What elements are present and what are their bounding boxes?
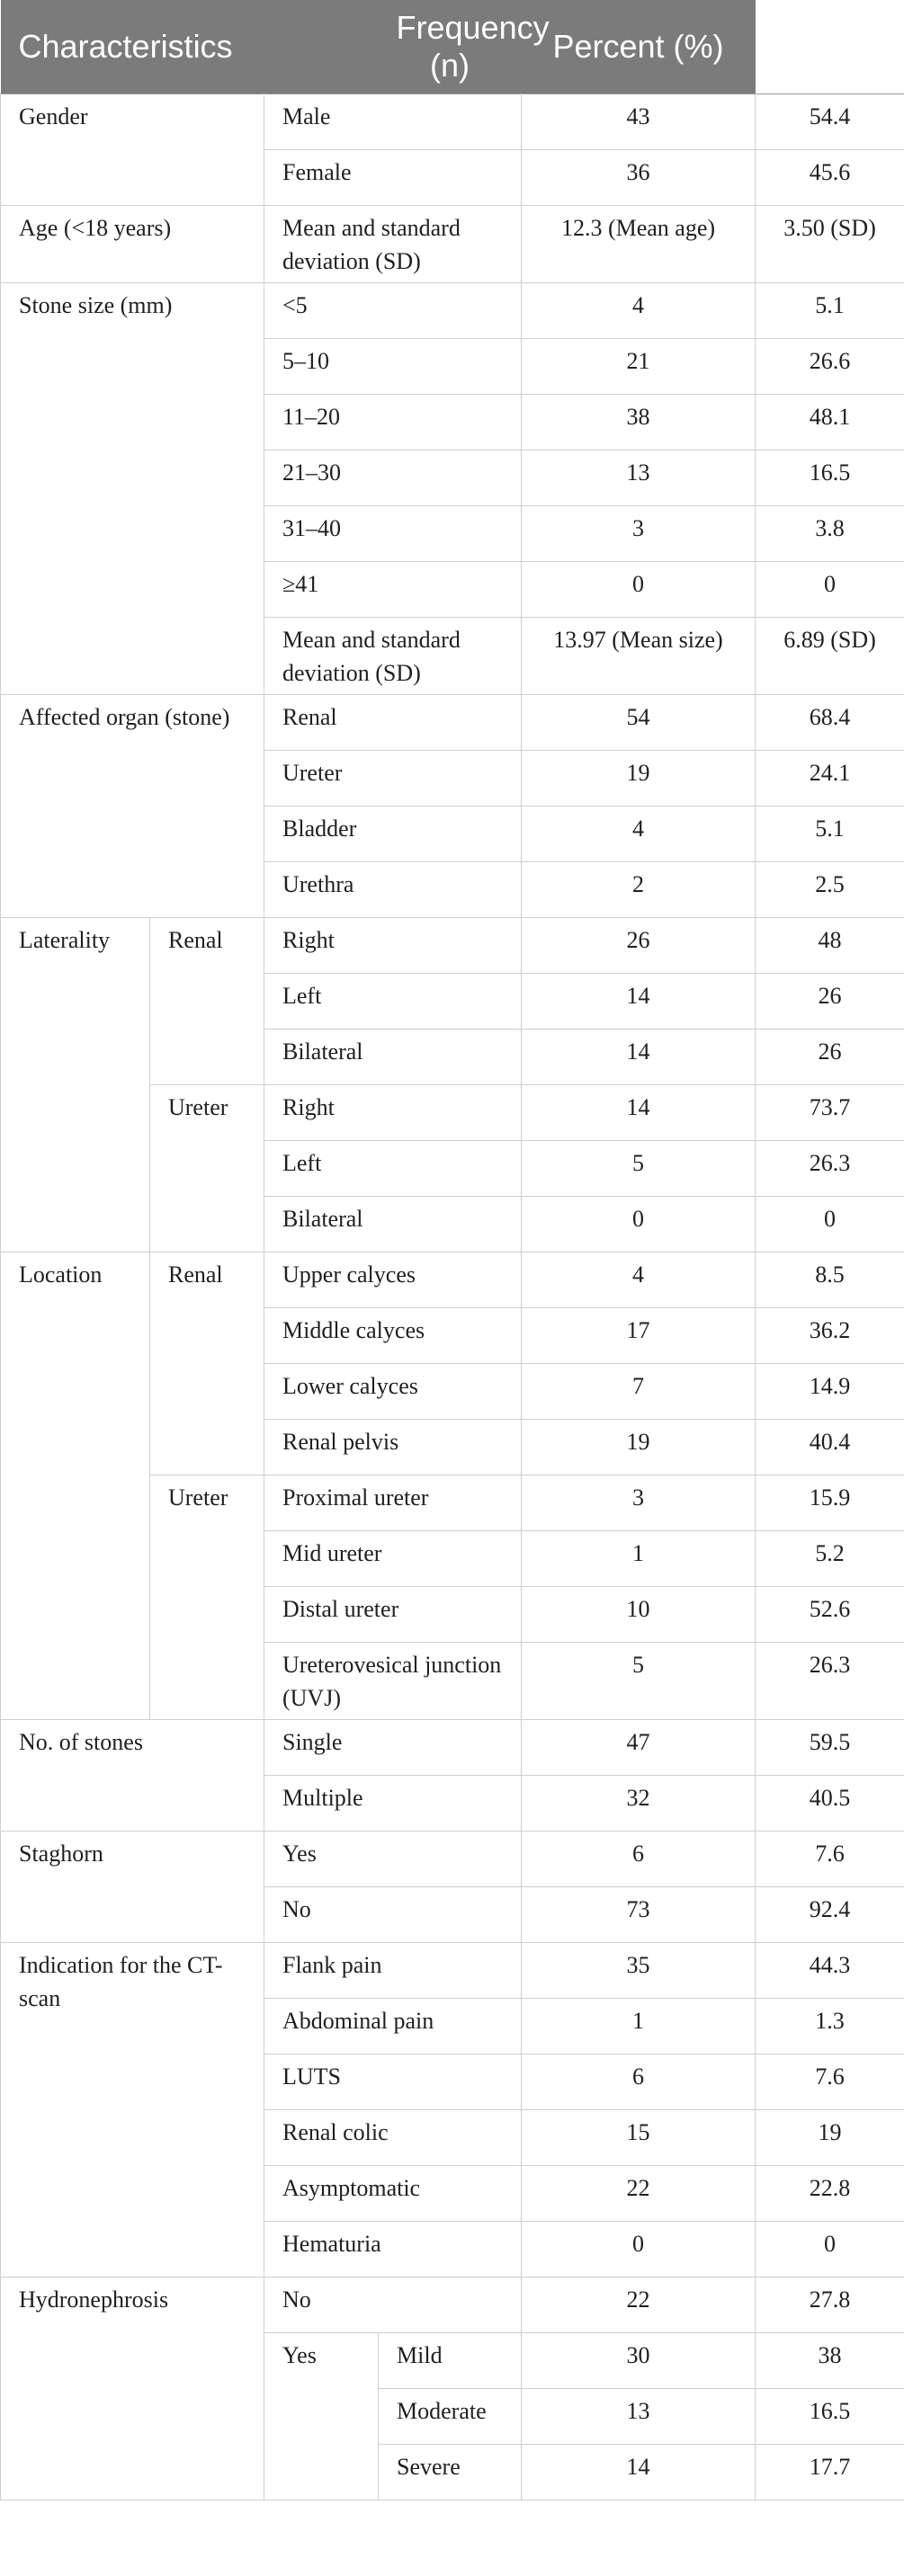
item-cell: Left: [264, 974, 522, 1030]
frequency-cell: 35: [522, 1943, 756, 1999]
item-cell: Yes: [264, 1832, 522, 1887]
frequency-cell: 43: [522, 94, 756, 150]
percent-cell: 27.8: [756, 2277, 904, 2333]
frequency-cell: 54: [522, 695, 756, 751]
table-row: [1, 1252, 904, 1308]
percent-cell: 14.9: [756, 1364, 904, 1420]
frequency-cell: 4: [522, 283, 756, 339]
frequency-cell: 12.3 (Mean age): [522, 206, 756, 283]
frequency-cell: 30: [522, 2333, 756, 2389]
frequency-cell: 36: [522, 150, 756, 206]
frequency-cell: 21: [522, 339, 756, 395]
category-cell: Indication for the CT-scan: [1, 1943, 264, 2277]
frequency-cell: 14: [522, 1085, 756, 1141]
subitem-cell: Moderate: [379, 2389, 522, 2445]
frequency-cell: 10: [522, 1587, 756, 1643]
percent-cell: 59.5: [756, 1720, 904, 1776]
item-cell: Urethra: [264, 862, 522, 918]
frequency-cell: 19: [522, 1420, 756, 1475]
item-cell: ≥41: [264, 562, 522, 618]
frequency-cell: 14: [522, 1030, 756, 1085]
frequency-cell: 1: [522, 1999, 756, 2055]
frequency-cell: 14: [522, 2445, 756, 2500]
percent-cell: 54.4: [756, 94, 904, 150]
frequency-cell: 17: [522, 1308, 756, 1364]
frequency-cell: 4: [522, 1252, 756, 1308]
subcategory-cell: Ureter: [150, 1475, 264, 1720]
item-cell: Single: [264, 1720, 522, 1776]
item-cell: Bilateral: [264, 1197, 522, 1252]
item-cell: Flank pain: [264, 1943, 522, 1999]
percent-cell: 16.5: [756, 2389, 904, 2445]
header-row: [1, 0, 904, 94]
subitem-cell: Severe: [379, 2445, 522, 2500]
percent-cell: 5.1: [756, 283, 904, 339]
frequency-cell: 13: [522, 450, 756, 506]
frequency-cell: 6: [522, 2055, 756, 2110]
category-cell: Stone size (mm): [1, 283, 264, 695]
item-cell: 11–20: [264, 395, 522, 450]
frequency-cell: 0: [522, 562, 756, 618]
item-cell: Bladder: [264, 807, 522, 862]
percent-cell: 1.3: [756, 1999, 904, 2055]
percent-cell: 44.3: [756, 1943, 904, 1999]
frequency-cell: 22: [522, 2166, 756, 2222]
category-cell: Affected organ (stone): [1, 695, 264, 918]
item-cell: 21–30: [264, 450, 522, 506]
item-cell: 31–40: [264, 506, 522, 562]
percent-cell: 17.7: [756, 2445, 904, 2500]
percent-cell: 0: [756, 562, 904, 618]
percent-cell: 48.1: [756, 395, 904, 450]
table-row: [1, 1832, 904, 1887]
frequency-cell: 15: [522, 2110, 756, 2166]
frequency-cell: 19: [522, 751, 756, 807]
table-row: [1, 1943, 904, 1999]
percent-cell: 26.6: [756, 339, 904, 395]
item-cell: Multiple: [264, 1776, 522, 1832]
item-cell: Bilateral: [264, 1030, 522, 1085]
frequency-cell: 3: [522, 1475, 756, 1531]
percent-cell: 24.1: [756, 751, 904, 807]
frequency-cell: 2: [522, 862, 756, 918]
item-cell: Female: [264, 150, 522, 206]
frequency-cell: 38: [522, 395, 756, 450]
item-cell: Lower calyces: [264, 1364, 522, 1420]
frequency-cell: 4: [522, 807, 756, 862]
item-cell: LUTS: [264, 2055, 522, 2110]
frequency-cell: 22: [522, 2277, 756, 2333]
percent-cell: 0: [756, 1197, 904, 1252]
item-cell: Upper calyces: [264, 1252, 522, 1308]
item-cell: Proximal ureter: [264, 1475, 522, 1531]
frequency-cell: 47: [522, 1720, 756, 1776]
percent-cell: 26.3: [756, 1141, 904, 1197]
percent-cell: 15.9: [756, 1475, 904, 1531]
item-cell: Asymptomatic: [264, 2166, 522, 2222]
item-cell: Mean and standard deviation (SD): [264, 206, 522, 283]
percent-cell: 45.6: [756, 150, 904, 206]
frequency-cell: 14: [522, 974, 756, 1030]
percent-cell: 16.5: [756, 450, 904, 506]
header-frequency: Frequency (n): [379, 0, 522, 94]
item-cell: Ureter: [264, 751, 522, 807]
percent-cell: 40.4: [756, 1420, 904, 1475]
percent-cell: 3.50 (SD): [756, 206, 904, 283]
category-cell: Gender: [1, 94, 264, 206]
item-cell: Renal: [264, 695, 522, 751]
percent-cell: 5.1: [756, 807, 904, 862]
item-cell: Middle calyces: [264, 1308, 522, 1364]
percent-cell: 26.3: [756, 1643, 904, 1720]
item-cell: Right: [264, 1085, 522, 1141]
percent-cell: 36.2: [756, 1308, 904, 1364]
table-row: [1, 695, 904, 751]
percent-cell: 8.5: [756, 1252, 904, 1308]
percent-cell: 26: [756, 1030, 904, 1085]
percent-cell: 52.6: [756, 1587, 904, 1643]
item-cell: Yes: [264, 2333, 379, 2500]
item-cell: Hematuria: [264, 2222, 522, 2277]
table-row: [1, 94, 904, 150]
header-characteristics: Characteristics: [1, 0, 379, 94]
percent-cell: 68.4: [756, 695, 904, 751]
percent-cell: 48: [756, 918, 904, 974]
percent-cell: 26: [756, 974, 904, 1030]
frequency-cell: 13.97 (Mean size): [522, 618, 756, 695]
category-cell: Staghorn: [1, 1832, 264, 1943]
category-cell: No. of stones: [1, 1720, 264, 1832]
category-cell: Age (<18 years): [1, 206, 264, 283]
percent-cell: 73.7: [756, 1085, 904, 1141]
item-cell: Renal pelvis: [264, 1420, 522, 1475]
table-row: [1, 918, 904, 974]
category-cell: Location: [1, 1252, 150, 1720]
frequency-cell: 13: [522, 2389, 756, 2445]
percent-cell: 6.89 (SD): [756, 618, 904, 695]
table-row: [1, 2277, 904, 2333]
frequency-cell: 5: [522, 1141, 756, 1197]
subitem-cell: Mild: [379, 2333, 522, 2389]
frequency-cell: 0: [522, 1197, 756, 1252]
frequency-cell: 26: [522, 918, 756, 974]
item-cell: Mid ureter: [264, 1531, 522, 1587]
table-row: [1, 1720, 904, 1776]
percent-cell: 40.5: [756, 1776, 904, 1832]
frequency-cell: 6: [522, 1832, 756, 1887]
percent-cell: 0: [756, 2222, 904, 2277]
frequency-cell: 73: [522, 1887, 756, 1943]
table-row: [1, 283, 904, 339]
item-cell: Left: [264, 1141, 522, 1197]
item-cell: Ureterovesical junction (UVJ): [264, 1643, 522, 1720]
percent-cell: 3.8: [756, 506, 904, 562]
percent-cell: 38: [756, 2333, 904, 2389]
item-cell: Mean and standard deviation (SD): [264, 618, 522, 695]
item-cell: Abdominal pain: [264, 1999, 522, 2055]
header-percent: Percent (%): [522, 0, 756, 94]
percent-cell: 5.2: [756, 1531, 904, 1587]
percent-cell: 7.6: [756, 1832, 904, 1887]
category-cell: Laterality: [1, 918, 150, 1252]
frequency-cell: 0: [522, 2222, 756, 2277]
item-cell: No: [264, 1887, 522, 1943]
item-cell: 5–10: [264, 339, 522, 395]
item-cell: Distal ureter: [264, 1587, 522, 1643]
frequency-cell: 5: [522, 1643, 756, 1720]
table-row: [1, 206, 904, 283]
percent-cell: 7.6: [756, 2055, 904, 2110]
category-cell: Hydronephrosis: [1, 2277, 264, 2500]
frequency-cell: 32: [522, 1776, 756, 1832]
frequency-cell: 3: [522, 506, 756, 562]
subcategory-cell: Renal: [150, 1252, 264, 1475]
percent-cell: 22.8: [756, 2166, 904, 2222]
subcategory-cell: Renal: [150, 918, 264, 1085]
percent-cell: 19: [756, 2110, 904, 2166]
item-cell: Renal colic: [264, 2110, 522, 2166]
percent-cell: 2.5: [756, 862, 904, 918]
percent-cell: 92.4: [756, 1887, 904, 1943]
item-cell: <5: [264, 283, 522, 339]
item-cell: Male: [264, 94, 522, 150]
item-cell: Right: [264, 918, 522, 974]
item-cell: No: [264, 2277, 522, 2333]
frequency-cell: 7: [522, 1364, 756, 1420]
subcategory-cell: Ureter: [150, 1085, 264, 1252]
frequency-cell: 1: [522, 1531, 756, 1587]
